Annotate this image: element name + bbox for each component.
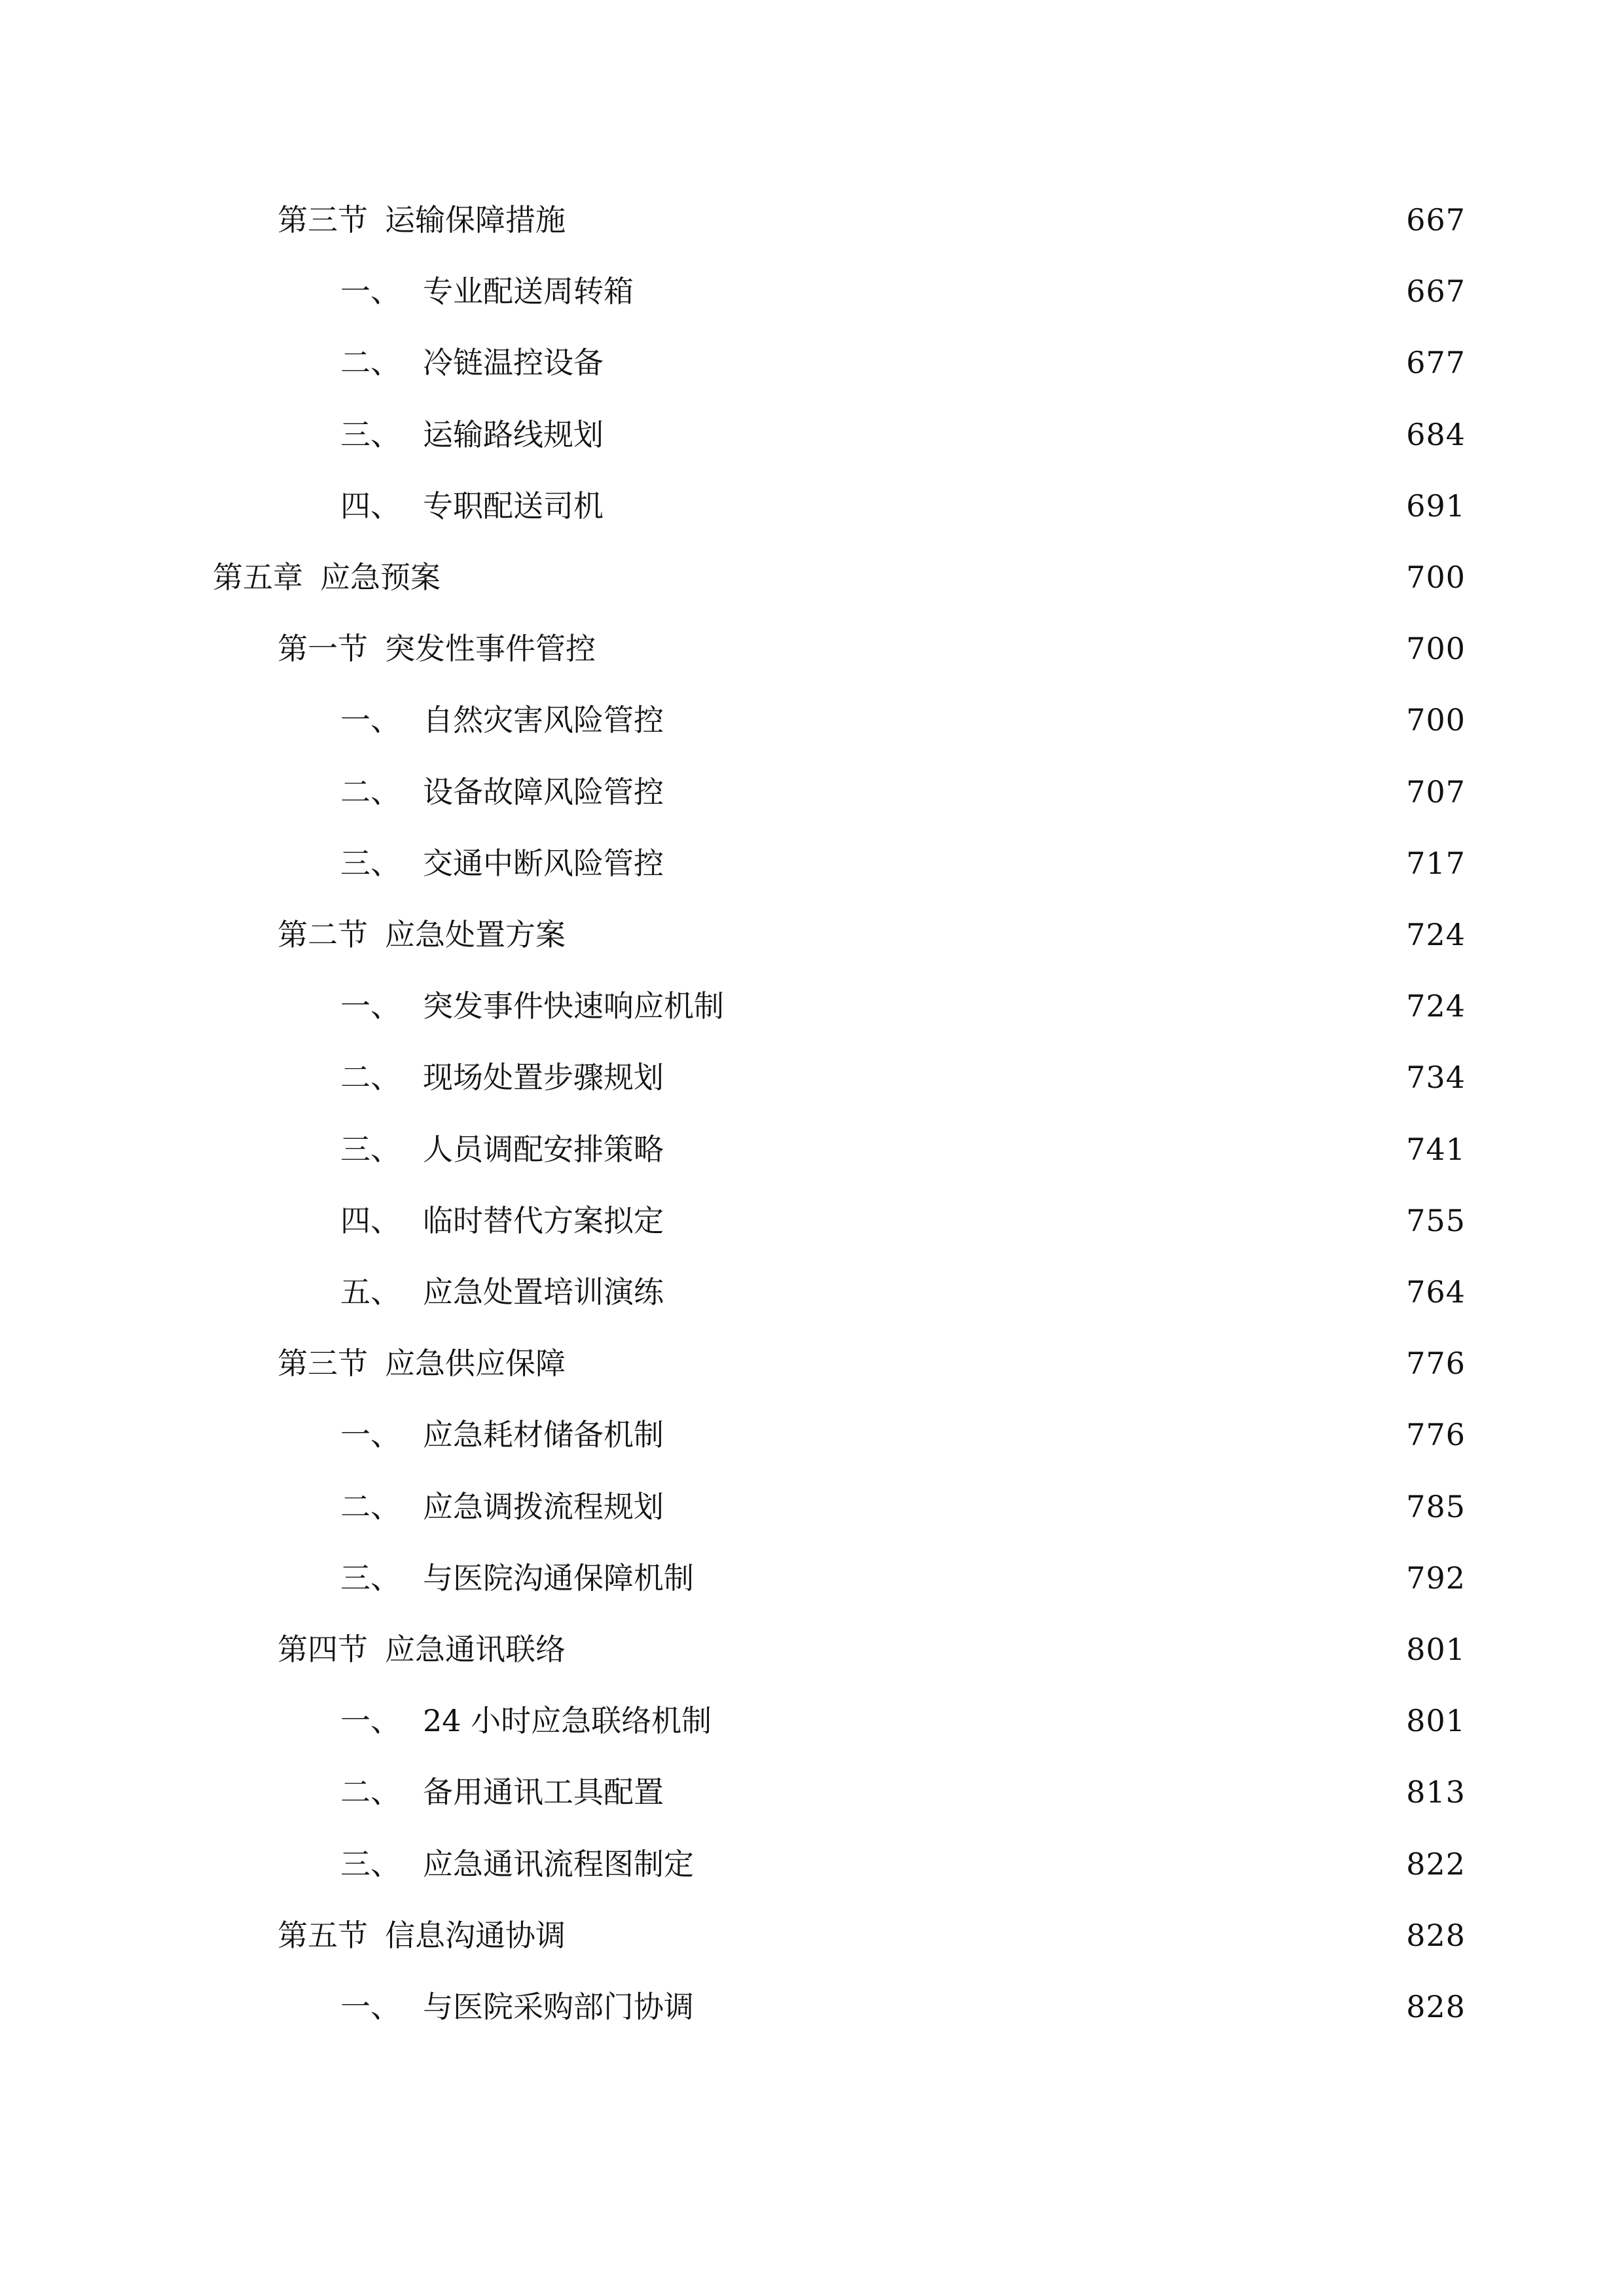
toc-entry-title: 人员调配安排策略 [423, 1131, 664, 1167]
toc-dot-leader [450, 562, 1394, 592]
toc-entry-title: 冷链温控设备 [423, 345, 604, 381]
toc-page-number: 813 [1406, 1774, 1466, 1810]
toc-subsection-entry[interactable] [340, 327, 1466, 399]
toc-subsection-entry[interactable] [340, 1113, 1466, 1185]
toc-page-number: 700 [1406, 631, 1466, 667]
toc-dot-leader [703, 1849, 1394, 1879]
toc-entry-title: 与医院沟通保障机制 [423, 1560, 694, 1596]
toc-entry-number: 第五节 [278, 1917, 368, 1953]
toc-entry-number: 一、 [340, 1703, 401, 1739]
toc-dot-leader [613, 420, 1394, 450]
toc-page-number: 691 [1406, 488, 1466, 524]
toc-entry-number: 一、 [340, 1989, 401, 2024]
toc-entry-number: 第三节 [278, 202, 368, 238]
toc-section-entry[interactable] [278, 184, 1466, 256]
toc-page-number: 734 [1406, 1060, 1466, 1096]
toc-dot-leader [575, 920, 1394, 950]
toc-entry-title: 应急处置培训演练 [423, 1274, 664, 1310]
toc-dot-leader [673, 777, 1394, 807]
toc-entry-title: 自然灾害风险管控 [423, 702, 664, 738]
toc-subsection-entry[interactable] [340, 1971, 1466, 2043]
toc-subsection-entry[interactable] [340, 1542, 1466, 1614]
toc-section-entry[interactable] [278, 613, 1466, 685]
toc-entry-title: 备用通讯工具配置 [423, 1774, 664, 1810]
toc-entry-number: 三、 [340, 1131, 401, 1167]
toc-entry-number: 一、 [340, 702, 401, 738]
toc-dot-leader [673, 1777, 1394, 1807]
toc-entry-title: 应急通讯流程图制定 [423, 1846, 694, 1882]
toc-dot-leader [673, 705, 1394, 735]
toc-subsection-entry[interactable] [340, 470, 1466, 542]
toc-page-number: 724 [1406, 988, 1466, 1024]
toc-subsection-entry[interactable] [340, 1471, 1466, 1543]
toc-page-number: 707 [1406, 774, 1466, 810]
toc-entry-title: 应急耗材储备机制 [423, 1417, 664, 1453]
toc-page-number: 785 [1406, 1488, 1466, 1524]
toc-dot-leader [575, 1920, 1394, 1950]
toc-entry-number: 三、 [340, 1560, 401, 1596]
toc-page-number: 717 [1406, 845, 1466, 881]
toc-entry-number: 三、 [340, 1846, 401, 1882]
toc-section-entry[interactable] [278, 1327, 1466, 1399]
toc-entry-title: 突发性事件管控 [385, 631, 596, 667]
toc-page-number: 828 [1406, 1989, 1466, 2024]
toc-entry-number: 二、 [340, 1774, 401, 1810]
toc-entry-title: 运输保障措施 [385, 202, 566, 238]
toc-entry-title: 专业配送周转箱 [423, 274, 634, 310]
toc-dot-leader [673, 1420, 1394, 1450]
toc-entry-title: 应急调拨流程规划 [423, 1488, 664, 1524]
toc-entry-title: 设备故障风险管控 [423, 774, 664, 810]
toc-entry-number: 二、 [340, 774, 401, 810]
toc-dot-leader [673, 1062, 1394, 1092]
toc-subsection-entry[interactable] [340, 1828, 1466, 1900]
toc-entry-title: 应急供应保障 [385, 1346, 566, 1382]
toc-entry-number: 四、 [340, 1202, 401, 1238]
toc-page-number: 755 [1406, 1202, 1466, 1238]
toc-subsection-entry[interactable] [340, 684, 1466, 756]
toc-subsection-entry[interactable] [340, 970, 1466, 1042]
toc-page-number: 684 [1406, 416, 1466, 452]
toc-entry-number: 一、 [340, 1417, 401, 1453]
toc-page-number: 741 [1406, 1131, 1466, 1167]
toc-page-number: 667 [1406, 274, 1466, 310]
toc-entry-title: 临时替代方案拟定 [423, 1202, 664, 1238]
toc-subsection-entry[interactable] [340, 399, 1466, 471]
toc-subsection-entry[interactable] [340, 1185, 1466, 1257]
toc-dot-leader [575, 205, 1394, 235]
toc-entry-title: 专职配送司机 [423, 488, 604, 524]
toc-dot-leader [673, 848, 1394, 878]
toc-entry-title: 应急预案 [320, 560, 441, 595]
toc-page-number: 700 [1406, 560, 1466, 595]
toc-entry-number: 第四节 [278, 1632, 368, 1667]
toc-page-number: 822 [1406, 1846, 1466, 1882]
toc-section-entry[interactable] [278, 899, 1466, 971]
toc-entry-title: 应急通讯联络 [385, 1632, 566, 1667]
toc-subsection-entry[interactable] [340, 1756, 1466, 1828]
toc-dot-leader [703, 1563, 1394, 1593]
toc-entry-number: 三、 [340, 845, 401, 881]
toc-dot-leader [643, 276, 1394, 306]
toc-dot-leader [673, 1277, 1394, 1307]
toc-page-number: 792 [1406, 1560, 1466, 1596]
toc-entry-number: 第三节 [278, 1346, 368, 1382]
toc-entry-title: 信息沟通协调 [385, 1917, 566, 1953]
toc-entry-number: 一、 [340, 274, 401, 310]
toc-dot-leader [605, 634, 1394, 664]
toc-entry-number: 二、 [340, 1488, 401, 1524]
toc-page-number: 724 [1406, 917, 1466, 952]
toc-subsection-entry[interactable] [340, 756, 1466, 828]
toc-entry-title: 24 小时应急联络机制 [423, 1703, 712, 1739]
toc-page-number: 801 [1406, 1703, 1466, 1739]
toc-dot-leader [575, 1348, 1394, 1378]
toc-section-entry[interactable] [278, 1899, 1466, 1971]
toc-subsection-entry[interactable] [340, 1685, 1466, 1757]
toc-page-number: 776 [1406, 1417, 1466, 1453]
toc-entry-number: 一、 [340, 988, 401, 1024]
toc-entry-title: 突发事件快速响应机制 [423, 988, 724, 1024]
toc-entry-number: 二、 [340, 1060, 401, 1096]
toc-entry-title: 交通中断风险管控 [423, 845, 664, 881]
toc-entry-number: 第五章 [213, 560, 303, 595]
toc-entry-number: 二、 [340, 345, 401, 381]
toc-dot-leader [703, 1992, 1394, 2022]
toc-entry-title: 运输路线规划 [423, 416, 604, 452]
toc-entry-number: 四、 [340, 488, 401, 524]
toc-entry-title: 现场处置步骤规划 [423, 1060, 664, 1096]
toc-subsection-entry[interactable] [340, 827, 1466, 899]
toc-subsection-entry[interactable] [340, 1256, 1466, 1328]
toc-subsection-entry[interactable] [340, 1041, 1466, 1113]
toc-entry-title: 与医院采购部门协调 [423, 1989, 694, 2024]
toc-page-number: 776 [1406, 1346, 1466, 1382]
toc-dot-leader [575, 1634, 1394, 1664]
toc-entry-title: 应急处置方案 [385, 917, 566, 952]
toc-dot-leader [613, 491, 1394, 521]
toc-subsection-entry[interactable] [340, 255, 1466, 327]
toc-entry-number: 第一节 [278, 631, 368, 667]
toc-dot-leader [613, 348, 1394, 378]
toc-chapter-entry[interactable] [213, 541, 1466, 613]
toc-entry-number: 第二节 [278, 917, 368, 952]
toc-dot-leader [673, 1134, 1394, 1164]
toc-dot-leader [673, 1492, 1394, 1522]
toc-section-entry[interactable] [278, 1613, 1466, 1685]
toc-page-number: 667 [1406, 202, 1466, 238]
toc-dot-leader [733, 991, 1394, 1021]
toc-dot-leader [673, 1206, 1394, 1236]
toc-page-number: 828 [1406, 1917, 1466, 1953]
toc-entry-number: 五、 [340, 1274, 401, 1310]
toc-dot-leader [721, 1706, 1394, 1736]
toc-entry-number: 三、 [340, 416, 401, 452]
toc-subsection-entry[interactable] [340, 1399, 1466, 1471]
toc-page-number: 801 [1406, 1632, 1466, 1667]
toc-page-number: 677 [1406, 345, 1466, 381]
toc-page-number: 764 [1406, 1274, 1466, 1310]
toc-page-number: 700 [1406, 702, 1466, 738]
